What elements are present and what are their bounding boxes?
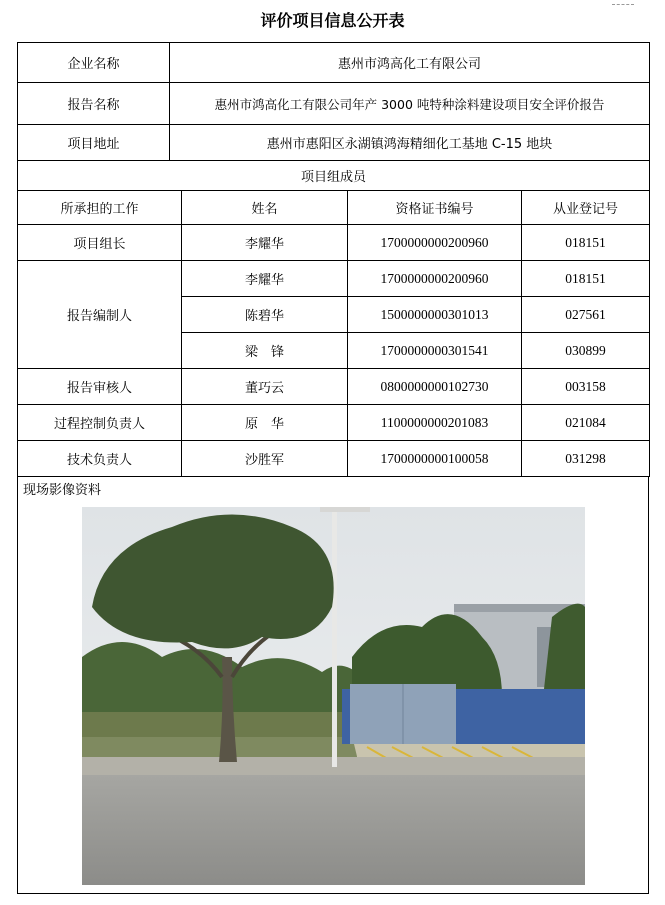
name-cell: 陈碧华 (182, 297, 348, 333)
header-reg: 从业登记号 (522, 191, 650, 225)
header-role: 所承担的工作 (18, 191, 182, 225)
company-value: 惠州市鸿高化工有限公司 (170, 43, 650, 83)
report-value: 惠州市鸿高化工有限公司年产 3000 吨特种涂料建设项目安全评价报告 (170, 83, 650, 125)
reg-cell: 030899 (522, 333, 650, 369)
cert-cell: 1700000000200960 (348, 225, 522, 261)
address-row (18, 125, 650, 161)
company-label: 企业名称 (18, 43, 170, 83)
name-cell: 董巧云 (182, 369, 348, 405)
page-title: 评价项目信息公开表 (260, 11, 405, 30)
reg-cell: 003158 (522, 369, 650, 405)
company-row (18, 43, 650, 83)
name-cell: 梁 锋 (182, 333, 348, 369)
team-title: 项目组成员 (18, 161, 650, 191)
cert-cell: 1700000000301541 (348, 333, 522, 369)
report-row (18, 83, 650, 125)
reg-cell: 018151 (522, 261, 650, 297)
team-row (18, 261, 650, 297)
site-photo (82, 507, 585, 885)
site-photo-section (17, 477, 649, 894)
photo-light-pole (332, 509, 337, 767)
team-title-row (18, 161, 650, 191)
reg-cell: 031298 (522, 441, 650, 477)
team-header-row (18, 191, 650, 225)
header-cert: 资格证书编号 (348, 191, 522, 225)
report-label: 报告名称 (18, 83, 170, 125)
team-members-table (17, 190, 650, 477)
address-value: 惠州市惠阳区永湖镇鸿海精细化工基地 C-15 地块 (170, 125, 650, 161)
team-row (18, 441, 650, 477)
photo-grass-front (82, 737, 357, 757)
cert-cell: 1500000000301013 (348, 297, 522, 333)
cert-cell: 1100000000201083 (348, 405, 522, 441)
reg-cell: 027561 (522, 297, 650, 333)
role-cell: 报告审核人 (18, 369, 182, 405)
team-row (18, 369, 650, 405)
role-cell: 技术负责人 (18, 441, 182, 477)
reg-cell: 018151 (522, 225, 650, 261)
role-cell: 过程控制负责人 (18, 405, 182, 441)
cert-cell: 1700000000200960 (348, 261, 522, 297)
team-body (18, 191, 650, 477)
cert-cell: 0800000000102730 (348, 369, 522, 405)
project-info-table (17, 42, 650, 191)
team-row (18, 405, 650, 441)
address-label: 项目地址 (18, 125, 170, 161)
role-cell: 报告编制人 (18, 261, 182, 369)
name-cell: 李耀华 (182, 261, 348, 297)
name-cell: 李耀华 (182, 225, 348, 261)
header-name: 姓名 (182, 191, 348, 225)
name-cell: 沙胜军 (182, 441, 348, 477)
cert-cell: 1700000000100058 (348, 441, 522, 477)
team-row (18, 225, 650, 261)
corner-mark (612, 0, 634, 5)
photo-light-arm (320, 507, 370, 512)
photo-label: 现场影像资料 (23, 483, 102, 498)
role-cell: 项目组长 (18, 225, 182, 261)
name-cell: 原 华 (182, 405, 348, 441)
photo-road (82, 775, 585, 885)
reg-cell: 021084 (522, 405, 650, 441)
